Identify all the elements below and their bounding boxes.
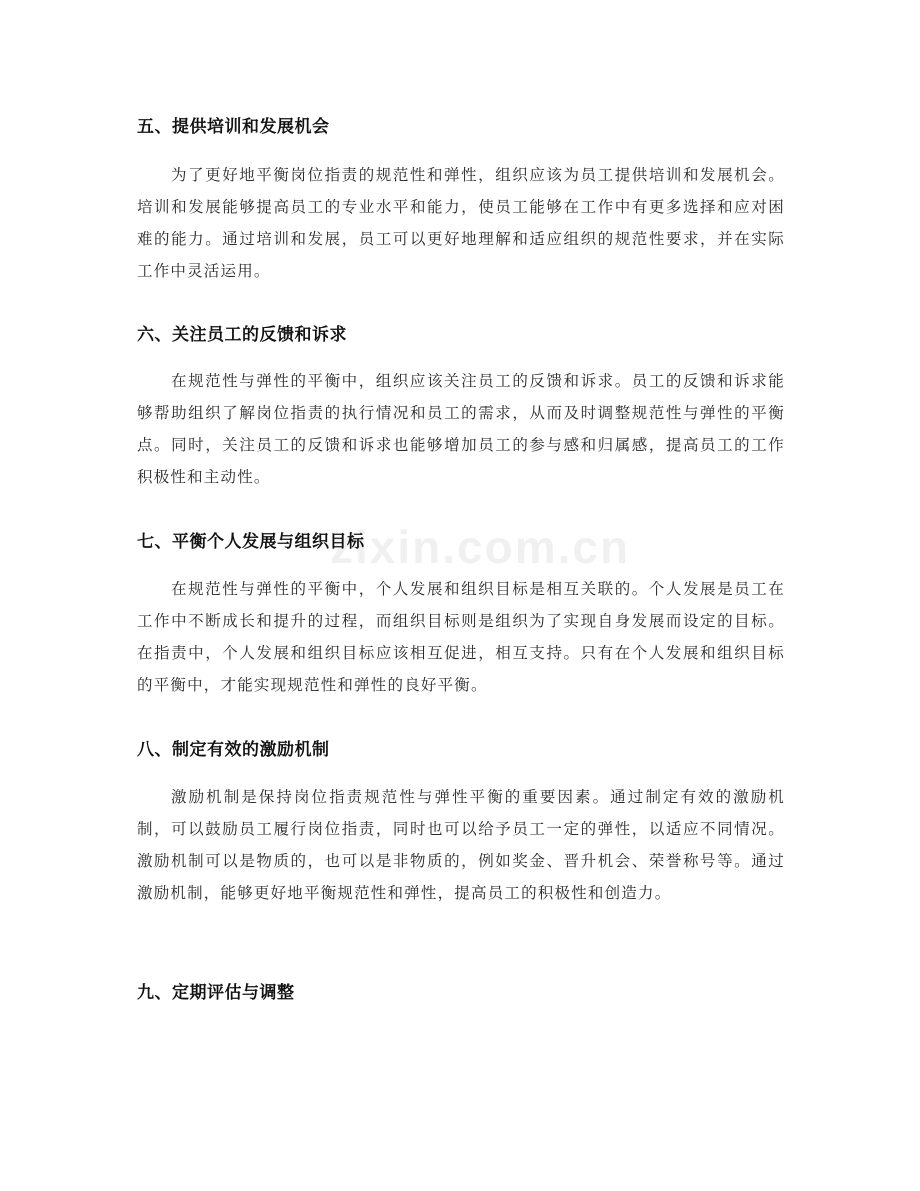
watermark: zixin.com.cn [330,521,631,573]
section-5-heading: 五、提供培训和发展机会 [137,117,330,137]
section-8-heading: 八、制定有效的激励机制 [137,740,330,760]
section-8-paragraph: 激励机制是保持岗位指责规范性与弹性平衡的重要因素。通过制定有效的激励机制，可以鼓励员工履行岗位指责，同时也可以给予员工一定的弹性，以适应不同情况。激励机制可以是物质的，也可以是非物质的，例如奖金、晋升机会、荣誉称号等。通过激励机制，能够更好地平衡规范性和弹性，提高员工的积极性和创造力。 [137,788,785,902]
section-9-heading: 九、定期评估与调整 [137,983,295,1003]
section-6-paragraph: 在规范性与弹性的平衡中，组织应该关注员工的反馈和诉求。员工的反馈和诉求能够帮助组织了解岗位指责的执行情况和员工的需求，从而及时调整规范性与弹性的平衡点。同时，关注员工的反馈和诉求也能够增加员工的参与感和归属感，提高员工的工作积极性和主动性。 [137,372,785,486]
section-6-heading: 六、关注员工的反馈和诉求 [137,325,347,345]
section-5-paragraph: 为了更好地平衡岗位指责的规范性和弹性，组织应该为员工提供培训和发展机会。培训和发展能够提高员工的专业水平和能力，使员工能够在工作中有更多选择和应对困难的能力。通过培训和发展，员工可以更好地理解和适应组织的规范性要求，并在实际工作中灵活运用。 [137,166,785,280]
section-7-heading: 七、平衡个人发展与组织目标 [137,532,365,552]
section-7-paragraph: 在规范性与弹性的平衡中，个人发展和组织目标是相互关联的。个人发展是员工在工作中不断成长和提升的过程，而组织目标则是组织为了实现自身发展而设定的目标。在指责中，个人发展和组织目标应该相互促进，相互支持。只有在个人发展和组织目标的平衡中，才能实现规范性和弹性的良好平衡。 [137,580,785,694]
